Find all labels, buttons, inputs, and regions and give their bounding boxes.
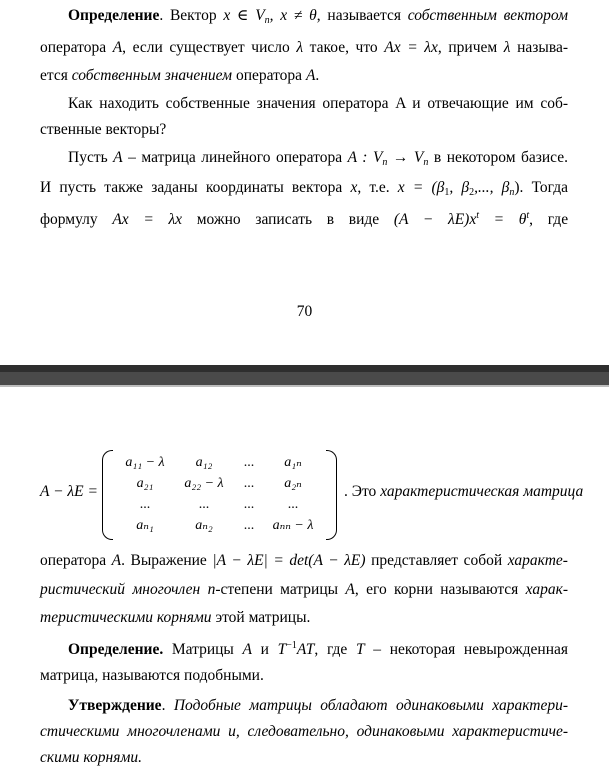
p2-line1: Как находить собственные значения оператора A и отвечающие им соб- xyxy=(68,95,568,112)
p4-line2: ристический многочлен n-степени матрицы A, его корни называются харак- xyxy=(40,581,569,598)
p6-line3: скими корнями. xyxy=(40,749,142,766)
matrix-cell: ... xyxy=(198,497,210,512)
matrix-cell: ... xyxy=(287,497,299,512)
page-top xyxy=(0,0,609,365)
right-paren xyxy=(326,450,337,540)
p6-line1: Утверждение. Подобные матрицы обладают одинаковыми характери- xyxy=(68,697,568,714)
p3-line3: формулу Ax = λx можно записать в виде $(A - \lambda E)x^t = \theta^t$, где xyxy=(40,210,569,228)
definition-label-2: Определение. xyxy=(68,641,164,658)
eigen-equation: Ax = λx xyxy=(384,39,438,56)
matrix-cell: ... xyxy=(243,518,255,533)
term-char-roots: теристическими корнями xyxy=(40,609,212,626)
term-eigenvalue: собственным значением xyxy=(71,67,233,84)
matrix-grid xyxy=(116,452,322,536)
matrix-cell: a₂ₙ xyxy=(284,476,302,491)
p6-line2: стическими многочленами и, следовательно, одинаковыми характеристиче- xyxy=(40,723,568,740)
matrix-cell: ... xyxy=(243,476,255,491)
term-char-polynomial: ристический многочлен n xyxy=(40,581,216,598)
matrix-cell: a₂₁ xyxy=(136,476,154,491)
definition-label: Определение xyxy=(68,7,160,24)
matrix-cell: a₂₂ − λ xyxy=(184,476,224,491)
characteristic-matrix-block xyxy=(40,448,584,540)
matrix-cell: ... xyxy=(139,497,151,512)
p5-line1: Определение. Матрицы A и $T^{-1}AT$, где T – некоторая невырожденная xyxy=(68,640,569,658)
p3-line2: И пусть также заданы координаты вектора x, т.е. $x = (\beta_1$, $\beta_2$,..., $\beta_n$). Тогда xyxy=(40,179,568,198)
p2-line2: ственные векторы? xyxy=(40,121,167,138)
matrix-cell: ... xyxy=(243,497,255,512)
matrix-cell: aₙ₁ xyxy=(136,518,154,533)
term-eigenvector: собственным вектором xyxy=(407,7,568,24)
p1-line1: Определение. Вектор x ∈ $V_n$, x ≠ θ, называется собственным вектором xyxy=(68,7,568,26)
p3-line1: Пусть A – матрица линейного оператора A : $V_n \to V_n$ в некотором базисе. xyxy=(68,149,569,168)
determinant-expression: |A − λE| = det(A − λE) xyxy=(212,552,366,569)
matrix-lhs: A − λE = xyxy=(40,483,98,500)
p1-line3: ется собственным значением оператора A. xyxy=(40,67,320,84)
p5-line2: матрица, называются подобными. xyxy=(40,667,264,684)
matrix-cell: a₁₂ xyxy=(195,455,213,470)
term-char-matrix: характеристическая матрица xyxy=(380,483,584,500)
statement-label: Утверждение xyxy=(68,697,162,714)
matrix-cell: ... xyxy=(243,455,255,470)
page-separator xyxy=(0,365,609,387)
p4-line3: теристическими корнями этой матрицы. xyxy=(40,609,311,626)
matrix xyxy=(102,448,337,540)
matrix-cell: a₁ₙ xyxy=(284,455,302,470)
p1-line2: оператора A, если существует число λ такое, что Ax = λx, причем λ называ- xyxy=(40,39,568,56)
matrix-cell: aₙ₂ xyxy=(195,518,213,533)
left-paren xyxy=(102,450,113,540)
matrix-rhs-text: . Это характеристическая матрица xyxy=(344,483,584,500)
matrix-cell: a₁₁ − λ xyxy=(125,455,165,470)
matrix-cell: aₙₙ − λ xyxy=(272,518,314,533)
p4-line1: оператора A. Выражение |A − λE| = det(A − λE) представляет собой характе- xyxy=(40,552,568,569)
page-number: 70 xyxy=(296,303,313,320)
